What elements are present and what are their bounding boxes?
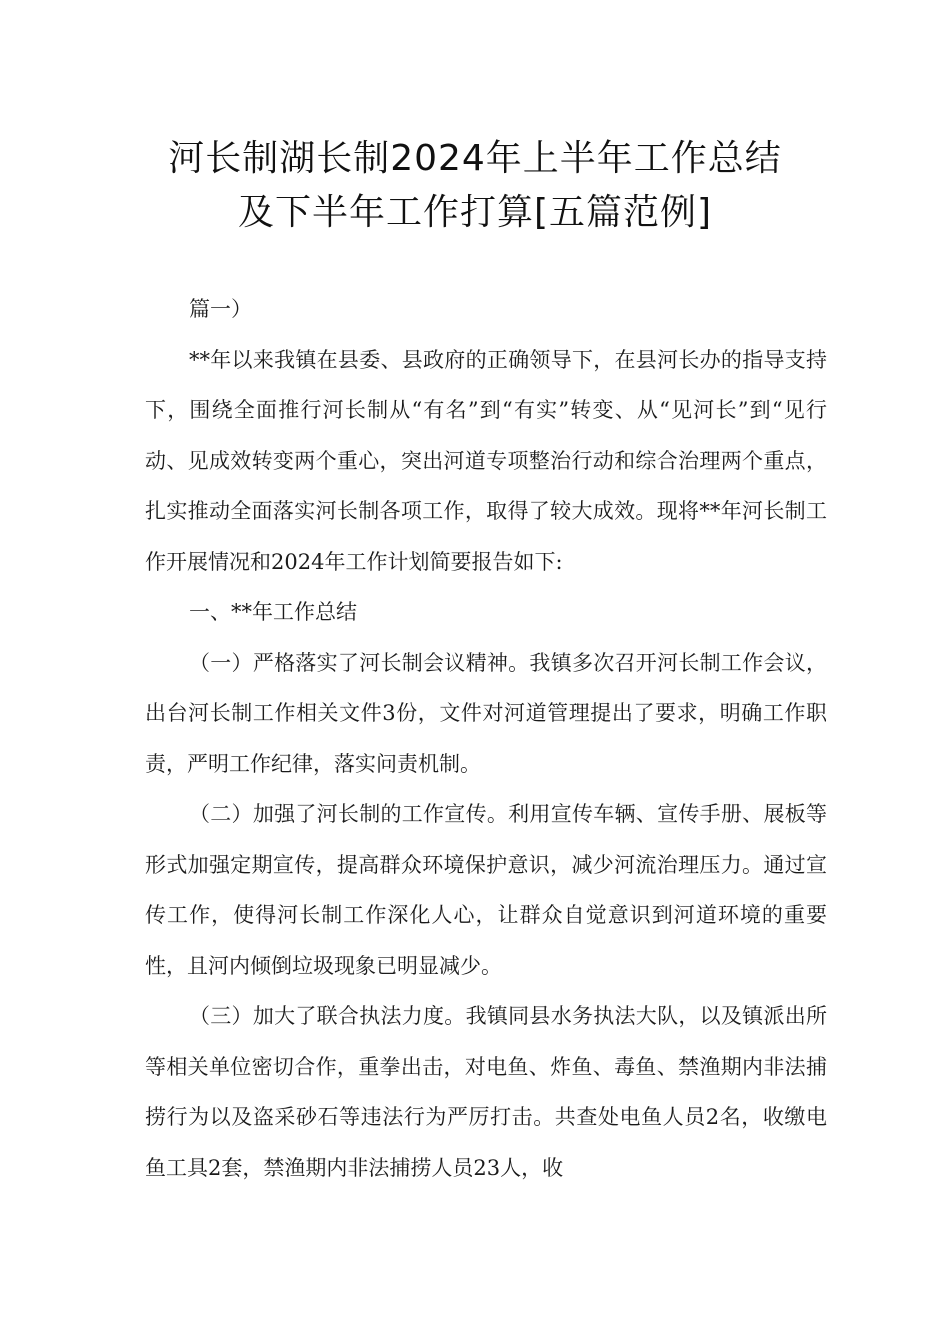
paragraph-item-1: （一）严格落实了河长制会议精神。我镇多次召开河长制工作会议，出台河长制工作相关文件3份，文件对河道管理提出了要求，明确工作职责，严明工作纪律，落实问责机制。 bbox=[145, 650, 827, 776]
document-title-line-1: 河长制湖长制2024年上半年工作总结 bbox=[168, 138, 782, 179]
paragraph-item-3: （三）加大了联合执法力度。我镇同县水务执法大队，以及镇派出所等相关单位密切合作，重拳出击，对电鱼、炸鱼、毒鱼、禁渔期内非法捕捞行为以及盗采砂石等违法行为严厉打击。共查处电鱼人员2名，收缴电鱼工具2套，禁渔期内非法捕捞人员23人，收 bbox=[145, 1004, 827, 1180]
intro-paragraph: **年以来我镇在县委、县政府的正确领导下，在县河长办的指导支持下，围绕全面推行河长制从“有名”到“有实”转变、从“见河长”到“见行动、见成效转变两个重心，突出河道专项整治行动和综合治理两个重点，扎实推动全面落实河长制各项工作，取得了较大成效。现将**年河长制工作开展情况和2024年工作计划简要报告如下: bbox=[145, 347, 827, 574]
document-title-line-2: 及下半年工作打算[五篇范例] bbox=[237, 192, 713, 233]
section-heading: 一、**年工作总结 bbox=[189, 600, 357, 624]
paragraph-item-2: （二）加强了河长制的工作宣传。利用宣传车辆、宣传手册、展板等形式加强定期宣传，提高群众环境保护意识，减少河流治理压力。通过宣传工作，使得河长制工作深化人心，让群众自觉意识到河道环境的重要性，且河内倾倒垃圾现象已明显减少。 bbox=[145, 802, 827, 978]
section-label: 篇一） bbox=[189, 297, 252, 321]
document-body bbox=[145, 284, 827, 1193]
